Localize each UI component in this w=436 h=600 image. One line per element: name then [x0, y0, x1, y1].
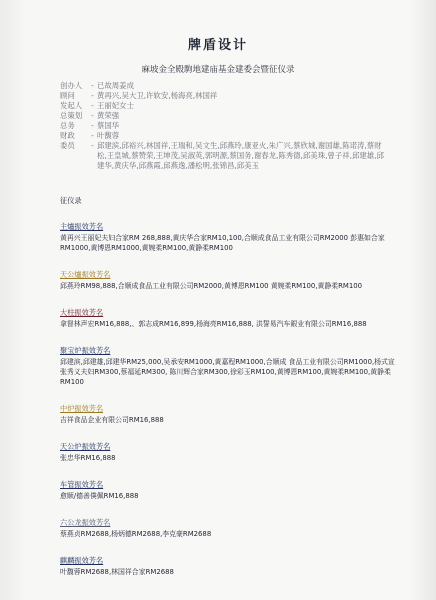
committee-separator: -: [91, 101, 94, 110]
committee-role: 财政: [60, 131, 75, 140]
committee-row: [60, 121, 390, 131]
section-title: 聚宝炉振效芳名: [60, 346, 111, 355]
page-subtitle: 麻坡金全殿駒地建庙基金建委会暨征仪录: [141, 65, 295, 75]
donation-section: [60, 434, 400, 463]
donation-sections: [60, 196, 400, 586]
intro-heading: 征仪录: [60, 196, 82, 205]
section-title: 大柱振效芳名: [60, 308, 104, 317]
section-text: 邱燕玲RM98,888,合顺成食品工业有限公司RM2000,黄博恩RM100 黄婉柔RM100,黄静柔RM100: [60, 282, 363, 290]
section-title: 麒麟振效芳名: [60, 556, 104, 565]
section-text: 黄再兴王丽妃夫妇合家RM 268,888,黄庆华合家RM10,100,合顺成食品工业有限公司RM2000 彭惠如合家RM1000,黄博恩RM1000,黄婉柔RM100,黄静柔RM100: [60, 234, 385, 252]
committee-role: 发起人: [60, 101, 83, 110]
committee-separator: -: [91, 131, 94, 140]
section-text: 叶馥蓉RM2688,林国祥合家RM2688: [60, 568, 174, 576]
section-text: 拿督林声宏RM16,888,、郭志成RM16,899,杨海亮RM16,888, 洪誓易汽车銀业有限公司RM16,888: [60, 320, 367, 328]
page-title: 牌盾设计: [187, 38, 248, 53]
committee-separator: -: [91, 91, 94, 100]
committee-row: [60, 141, 390, 171]
committee-role: 总务: [60, 121, 75, 130]
committee-row: [60, 101, 390, 111]
donation-section: [60, 548, 400, 577]
committee-row: [60, 131, 390, 141]
committee-names: 王丽妃女士: [97, 101, 134, 110]
committee-names: 黄再兴,吴大卫,许软安,杨海亮,林国祥: [97, 91, 218, 100]
section-title: 天公炉振效芳名: [60, 442, 111, 451]
section-text: 蔡燕贞RM2688,杨炳德RM2688,李克豪RM2688: [60, 530, 212, 538]
committee-separator: -: [91, 111, 94, 120]
donation-section: [60, 510, 400, 539]
donation-section: [60, 396, 400, 425]
committee-row: [60, 111, 390, 121]
intro-block: [60, 196, 400, 205]
committee-role: 顾问: [60, 91, 75, 100]
committee-row: [60, 81, 390, 91]
donation-section: [60, 472, 400, 501]
committee-names: 叶馥蓉: [97, 131, 120, 140]
committee-role: 创办人: [60, 81, 83, 90]
committee-role: 委员: [60, 141, 75, 150]
section-text: 张忠华RM16,888: [60, 454, 116, 462]
donation-section: [60, 214, 400, 253]
donation-section: [60, 262, 400, 291]
committee-names: 邱建滨,邱裕兴,林国祥,王瑞和,吴文生,邱燕玲,康亚火,朱广兴,蔡欣城,谢国雄,陈诺涛,蔡财松,王皇城,蔡赞荣,王坤茂,吴淑英,郭明源,蔡国务,谢春龙,陈秀德,邱美珠,曾子祥,邱建雄,邱建华,黄庆华,邱燕霞,邱燕逸,潘松明,张锦昌,邱美玉: [97, 141, 384, 170]
section-text: 吉祥食品企业有限公司RM16,888: [60, 416, 164, 424]
committee-role: 总策划: [60, 111, 83, 120]
committee-separator: -: [91, 121, 94, 130]
committee-names: 已故周姜成: [97, 81, 134, 90]
committee-names: 蔡国华: [97, 121, 120, 130]
committee-row: [60, 91, 390, 101]
section-title: 中炉振效芳名: [60, 404, 104, 413]
committee-separator: -: [91, 141, 94, 150]
section-title: 六公龙振效芳名: [60, 518, 111, 527]
section-title: 天公爐振效芳名: [60, 270, 111, 279]
committee-list: [60, 81, 390, 171]
committee-names: 黄荣强: [97, 111, 120, 120]
donation-section: [60, 338, 400, 387]
section-text: 邱建滨,邱建雄,邱建华RM25,000,吴承安RM1000,黄嘉程RM1000,合顺成 食品工业有限公司RM1000,杨式宣张秀义夫妇RM300,蔡福延RM300, 陈川辉合家RM300,徐彩玉RM100,黄博恩RM100,黄婉柔RM100,黄静柔RM100: [60, 358, 395, 386]
section-text: 愈顺/德善僕佩RM16,888: [60, 492, 139, 500]
committee-separator: -: [91, 81, 94, 90]
section-title: 车管振效芳名: [60, 480, 104, 489]
donation-section: [60, 300, 400, 329]
section-title: 主爐振效芳名: [60, 222, 104, 231]
